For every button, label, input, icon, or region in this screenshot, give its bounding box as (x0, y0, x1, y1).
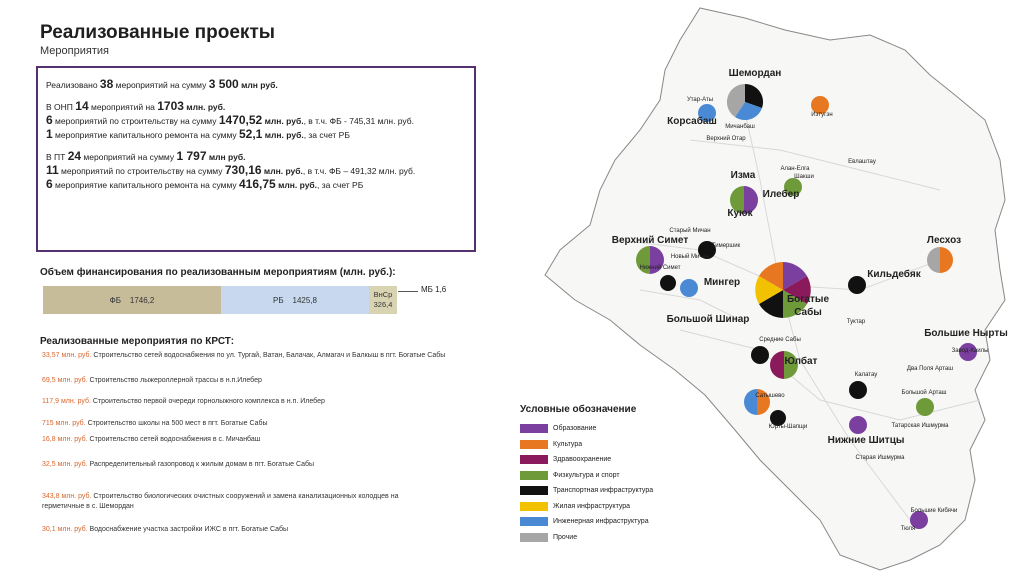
map-place-label: Сатышево (755, 393, 785, 399)
map-place-label: Нижние Шитцы (827, 435, 905, 446)
mb-leader-line (398, 291, 418, 292)
krst-item: 69,5 млн. руб. Строительство лыжероллерной трассы в н.п.Илебер (42, 377, 262, 384)
summary-line-total: Реализовано 38 мероприятий на сумму 3 500 млн руб. (46, 77, 278, 91)
legend-title: Условные обозначение (520, 404, 637, 415)
legend-item: Инженерная инфраструктура (520, 514, 653, 530)
map-place-label: Сабы (794, 307, 822, 318)
legend-swatch (520, 533, 548, 542)
financing-segment-rb: РБ 1425,8 (221, 286, 369, 314)
legend-item: Транспортная инфраструктура (520, 483, 653, 499)
map-place-label: Илебер (762, 189, 800, 200)
summary-line-pt: В ПТ 24 мероприятий на сумму 1 797 млн руб. (46, 149, 246, 163)
marker-shemordan (727, 84, 763, 120)
legend-swatch (520, 502, 548, 511)
map-place-label: Корсабаш (667, 116, 717, 127)
summary-line-onp-repair: 1 мероприятие капитального ремонта на сумму 52,1 млн. руб., за счет РБ (46, 127, 350, 141)
map-place-label: Большие Нырты (924, 328, 1008, 339)
legend-swatch (520, 440, 548, 449)
legend (520, 404, 653, 545)
marker-bolshoy-artash (916, 398, 934, 416)
map-place-label: Верхний Отар (706, 136, 746, 142)
map-place-label: Алан-Елга (780, 166, 810, 172)
legend-item: Прочие (520, 530, 653, 546)
map-place-label: Шакши (794, 174, 814, 180)
summary-line-pt-repair: 6 мероприятие капитального ремонта на сумму 416,75 млн. руб., за счет РБ (46, 177, 364, 191)
legend-swatch (520, 471, 548, 480)
financing-bar (43, 286, 397, 314)
legend-swatch (520, 486, 548, 495)
map-place-label: Изтугэн (811, 112, 833, 118)
financing-segment-fb: ФБ 1746,2 (43, 286, 221, 314)
legend-item: Образование (520, 421, 653, 437)
summary-box (36, 66, 476, 252)
map-place-label: Завод-Каилы (951, 348, 989, 354)
summary-line-onp-build: 6 мероприятий по строительству на сумму 1470,52 млн. руб., в т.ч. ФБ - 745,31 млн. руб. (46, 113, 415, 127)
map-place-label: Шемордан (728, 68, 782, 79)
map-place-label: Новый Мичан (670, 254, 710, 260)
marker-minger (680, 279, 698, 297)
marker-kildebyak (848, 276, 866, 294)
legend-item: Культура (520, 437, 653, 453)
krst-item: 33,57 млн. руб. Строительство сетей водоснабжения по ул. Тургай, Ватан, Балачак, Алмагач и Балкыш в пгт. Богатые Сабы (42, 352, 446, 359)
financing-mb-label: МБ 1,6 (421, 285, 447, 294)
map-place-label: Тюля (900, 526, 916, 532)
legend-item: Физкультура и спорт (520, 468, 653, 484)
map-place-label: Юрты-Шапщи (768, 424, 808, 430)
map-place-label: Старая Ишмурма (855, 455, 905, 461)
map-place-label: Калатау (854, 372, 878, 378)
marker-novy-michan (660, 275, 676, 291)
map-place-label: Большой Шинар (666, 314, 750, 325)
marker-nizhnie-shitsy (849, 416, 867, 434)
summary-line-pt-build: 11 мероприятий по строительству на сумму 730,16 млн. руб., в т.ч. ФБ – 491,32 млн. руб. (46, 163, 416, 177)
map-place-label: Тимершик (711, 243, 741, 249)
krst-item: 343,8 млн. руб. Строительство биологических очистных сооружений и замена канализационных колодцев на (42, 493, 399, 500)
map-place-label: Нижний Симет (639, 265, 681, 271)
legend-swatch (520, 455, 548, 464)
map-place-label: Средние Сабы (759, 337, 801, 343)
map-place-label: Куюк (727, 208, 753, 219)
map-place-label: Верхний Симет (611, 235, 689, 246)
legend-item: Жилая инфраструктура (520, 499, 653, 515)
page-title: Реализованные проекты (40, 22, 275, 43)
map-place-label: Большие Кибячи (910, 508, 958, 514)
krst-item: 715 млн. руб. Строительство школы на 500 мест в пгт. Богатые Сабы (42, 420, 268, 427)
map-place-label: Изма (730, 170, 756, 181)
map-place-label: Два Поля Арташ (906, 366, 954, 372)
marker-srednie-saby (751, 346, 769, 364)
krst-item: 30,1 млн. руб. Водоснабжение участка застройки ИЖС в пгт. Богатые Сабы (42, 526, 289, 533)
legend-swatch (520, 424, 548, 433)
legend-item: Здравоохранение (520, 452, 653, 468)
marker-kalatau (849, 381, 867, 399)
map-place-label: Большой Арташ (901, 390, 947, 396)
krst-item: 16,8 млн. руб. Строительство сетей водоснабжения в с. Мичанбаш (42, 436, 261, 443)
financing-title: Объем финансирования по реализованным мероприятиям (млн. руб.): (40, 267, 396, 278)
map-place-label: Утар-Аты (686, 97, 714, 103)
financing-segment-vnsr: ВнСр 326,4 (369, 286, 397, 314)
map-place-label: Старый Мичан (669, 228, 711, 234)
summary-line-onp: В ОНП 14 мероприятий на 1703 млн. руб. (46, 99, 226, 113)
page-subtitle: Мероприятия (40, 45, 109, 57)
map-place-label: Туктар (846, 319, 866, 325)
map-place-label: Мингер (703, 277, 741, 288)
krst-item-continuation: герметичные в с. Шемордан (42, 503, 134, 510)
map-place-label: Евлаштау (848, 159, 876, 165)
krst-item: 117,9 млн. руб. Строительство первой очереди горнолыжного комплекса в н.п. Илебер (42, 398, 325, 405)
map-place-label: Татарская Ишмурма (891, 423, 949, 429)
krst-title: Реализованные мероприятия по КРСТ: (40, 336, 235, 347)
map-place-label: Богатые (786, 294, 830, 305)
krst-item: 32,5 млн. руб. Распределительный газопровод к жилым домам в пгт. Богатые Сабы (42, 461, 315, 468)
map-place-label: Кильдебяк (867, 269, 921, 280)
map-place-label: Мичанбаш (725, 124, 755, 130)
map-place-label: Лесхоз (926, 235, 962, 246)
legend-swatch (520, 517, 548, 526)
map-place-label: Юлбат (784, 356, 818, 367)
marker-lesxoz (927, 247, 953, 273)
